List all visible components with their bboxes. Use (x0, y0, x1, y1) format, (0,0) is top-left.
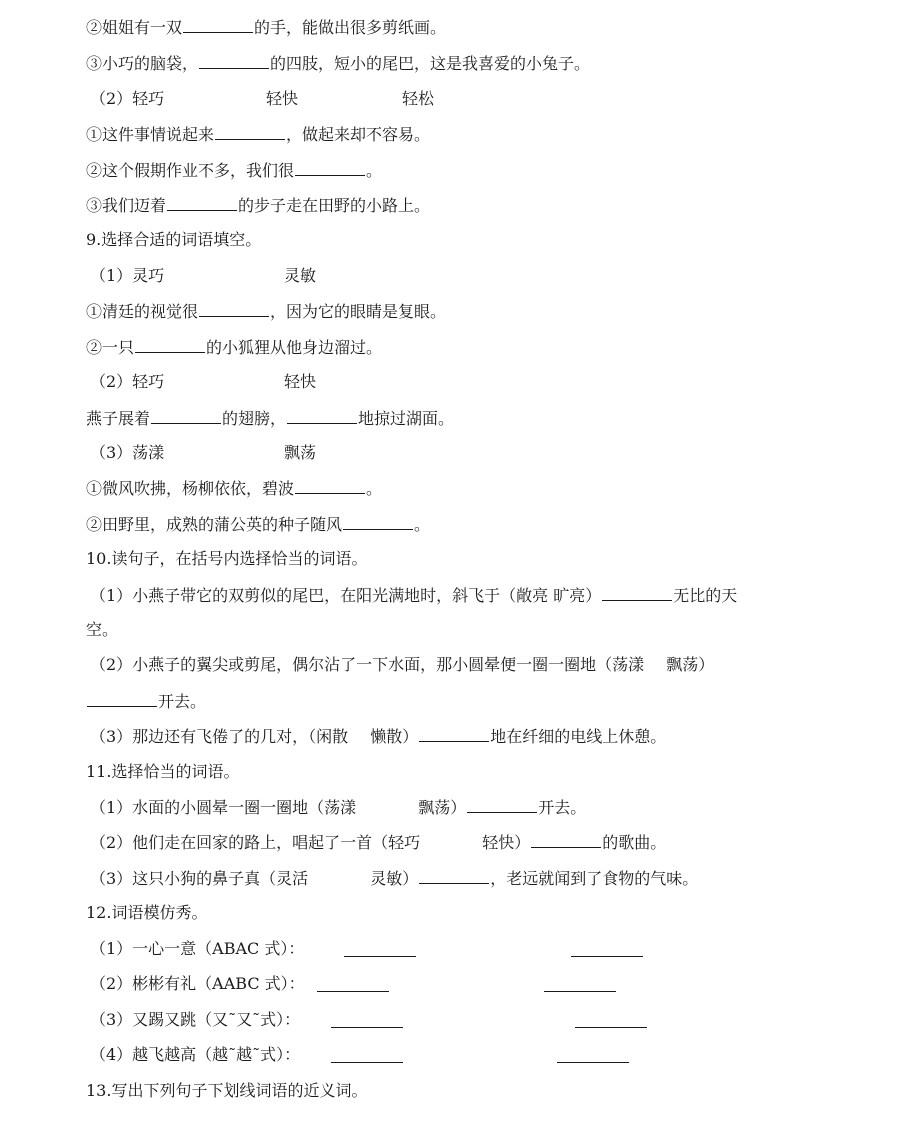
text: 懒散） (370, 727, 419, 746)
text: （2）小燕子的翼尖或剪尾，偶尔沾了一下水面，那小圆晕便一圈一圈地（荡漾 (90, 655, 645, 674)
text: ②姐姐有一双 (86, 18, 183, 37)
sentence-1 (86, 16, 446, 38)
answer-blank[interactable] (467, 796, 537, 813)
answer-blank[interactable] (215, 123, 285, 140)
sentence-3 (86, 123, 430, 145)
text: （1）水面的小圆晕一圈一圈地（荡漾 (90, 798, 357, 817)
answer-blank[interactable] (531, 831, 601, 848)
answer-blank[interactable] (87, 690, 157, 707)
text: ①这件事情说起来 (86, 125, 215, 144)
answer-blank[interactable] (331, 1011, 403, 1028)
answer-blank[interactable] (344, 940, 416, 957)
text: 。 (366, 161, 383, 180)
text: （2）彬彬有礼（AABC 式）： (90, 974, 305, 993)
text: ，做起来却不容易。 (286, 125, 431, 144)
option-word: 轻快 (284, 372, 317, 391)
answer-blank[interactable] (419, 867, 489, 884)
option-word: 轻松 (402, 89, 435, 108)
text: 地掠过湖面。 (358, 409, 455, 428)
text: ③我们迈着 (86, 196, 167, 215)
text: 。 (414, 515, 431, 534)
text: 的翅膀， (222, 409, 287, 428)
answer-blank[interactable] (419, 725, 489, 742)
answer-blank[interactable] (544, 975, 616, 992)
text: 灵敏） (370, 869, 419, 888)
sentence-5 (86, 194, 430, 216)
option-word: （1）灵巧 (90, 266, 165, 285)
text: 12.词语模仿秀。 (86, 903, 208, 922)
text: 11.选择恰当的词语。 (86, 762, 240, 781)
answer-blank[interactable] (295, 159, 365, 176)
text: 的步子走在田野的小路上。 (238, 196, 431, 215)
answer-blank[interactable] (571, 940, 643, 957)
answer-blank[interactable] (557, 1046, 629, 1063)
text: （1）小燕子带它的双剪似的尾巴，在阳光满地时，斜飞于（敞亮 旷亮） (90, 586, 602, 605)
text: （3）又踢又跳（又˜又˜式）： (90, 1010, 301, 1029)
pattern-row-1 (90, 938, 304, 960)
sentence-16 (90, 867, 698, 889)
pattern-row-4 (90, 1044, 300, 1066)
answer-blank[interactable] (151, 407, 221, 424)
pattern-row-3 (90, 1009, 300, 1031)
question-10-title (86, 548, 367, 570)
text: （2）他们走在回家的路上，唱起了一首（轻巧 (90, 833, 421, 852)
option-word: 飘荡 (284, 443, 317, 462)
option-word: （2）轻巧 (90, 372, 165, 391)
text: 13.写出下列句子下划线词语的近义词。 (86, 1081, 368, 1100)
sentence-15 (90, 831, 666, 853)
sentence-9 (86, 477, 382, 499)
text: 。 (366, 479, 383, 498)
answer-blank[interactable] (602, 584, 672, 601)
text: ①微风吹拂，杨柳依依，碧波 (86, 479, 295, 498)
text: 的四肢，短小的尾巴，这是我喜爱的小兔子。 (270, 54, 591, 73)
text: 燕子展着 (86, 409, 151, 428)
question-9-title (86, 229, 261, 251)
answer-blank[interactable] (575, 1011, 647, 1028)
text: 空。 (86, 620, 119, 639)
text: 的小狐狸从他身边溜过。 (206, 338, 383, 357)
sentence-4 (86, 159, 382, 181)
sentence-13 (90, 725, 666, 747)
text: ，因为它的眼睛是复眼。 (270, 302, 447, 321)
answer-blank[interactable] (167, 194, 237, 211)
text: ③小巧的脑袋， (86, 54, 199, 73)
text: 的歌曲。 (602, 833, 667, 852)
text: ，老远就闻到了食物的气味。 (490, 869, 699, 888)
sentence-11-cont (86, 619, 118, 641)
text: 开去。 (158, 692, 207, 711)
text: ②这个假期作业不多，我们很 (86, 161, 295, 180)
answer-blank[interactable] (331, 1046, 403, 1063)
answer-blank[interactable] (343, 513, 413, 530)
answer-blank[interactable] (287, 407, 357, 424)
answer-blank[interactable] (317, 975, 389, 992)
text: 开去。 (538, 798, 587, 817)
text: 地在纤细的电线上休憩。 (490, 727, 667, 746)
text: （3）那边还有飞倦了的几对，（闲散 (90, 727, 349, 746)
pattern-row-2 (90, 973, 305, 995)
text: 无比的天 (673, 586, 738, 605)
text: （3）这只小狗的鼻子真（灵活 (90, 869, 309, 888)
text: 飘荡） (666, 655, 715, 674)
sentence-14 (90, 796, 586, 818)
text: （1）一心一意（ABAC 式）： (90, 939, 305, 958)
sentence-6 (86, 300, 446, 322)
text: 飘荡） (418, 798, 467, 817)
text: ①清廷的视觉很 (86, 302, 199, 321)
answer-blank[interactable] (135, 336, 205, 353)
option-word: （3）荡漾 (90, 443, 165, 462)
sentence-8 (86, 407, 454, 429)
sentence-11 (90, 584, 737, 606)
text: 的手，能做出很多剪纸画。 (254, 18, 447, 37)
question-13-title (86, 1080, 367, 1102)
option-word: （2）轻巧 (90, 89, 165, 108)
text: 轻快） (482, 833, 531, 852)
text: ②一只 (86, 338, 135, 357)
sentence-7 (86, 336, 382, 358)
text: 9.选择合适的词语填空。 (86, 230, 262, 249)
text: 10.读句子，在括号内选择恰当的词语。 (86, 549, 368, 568)
answer-blank[interactable] (295, 477, 365, 494)
sentence-12 (90, 654, 714, 676)
question-11-title (86, 761, 239, 783)
answer-blank[interactable] (199, 52, 269, 69)
text: （4）越飞越高（越˜越˜式）： (90, 1045, 301, 1064)
answer-blank[interactable] (183, 16, 253, 33)
sentence-10 (86, 513, 430, 535)
sentence-2 (86, 52, 590, 74)
question-12-title (86, 902, 207, 924)
answer-blank[interactable] (199, 300, 269, 317)
text: ②田野里，成熟的蒲公英的种子随风 (86, 515, 343, 534)
option-word: 灵敏 (284, 266, 317, 285)
option-word: 轻快 (266, 89, 299, 108)
sentence-12-cont (86, 690, 206, 712)
